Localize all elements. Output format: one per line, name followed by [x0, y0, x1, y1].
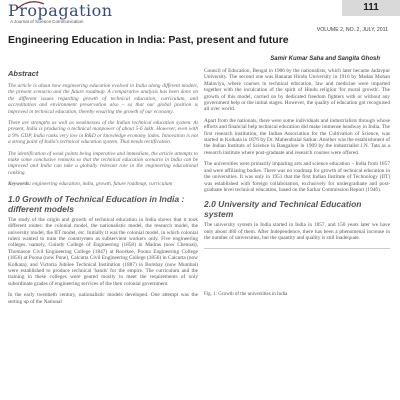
right-column [204, 68, 390, 297]
keywords-label: Keywords: [8, 181, 31, 188]
section-2-paragraph-1: The university system in India started in India in 1857, and 150 years later we have only about 480 of them. After Independence, there has been a phenomenal increase in the number of universities, but the quantity and quality is still inadequate. [204, 222, 390, 242]
logo-wordmark: Propagation [8, 1, 113, 20]
figure-caption: Fig. 1: Growth of the universities in India [204, 291, 288, 297]
abstract-paragraph-1: The article is about how engineering education evolved in India along different models, the present scenario and the future roadmap. A comparative analysis has been done on the different issues regarding growth of technical education, curriculum, and accreditation and environment preservation also – so that our global position is improved in technical education, thereby ensuring the growth of our economy. [8, 83, 198, 115]
abstract-heading: Abstract [8, 69, 39, 78]
article-title: Engineering Education in India: Past, present and future [8, 34, 289, 46]
right-paragraph-3: The universities were primarily imparting arts and science education – India from 1857 and were affiliating bodies. There was no roadmap for growth of technical education in the universities. It was only in 1951 that the first Indian Institute of Technology (IIT) was established with foreign collaboration, exclusively for undergraduate and post-graduate level technical education, based on the Sarkar Commission Report (1946). [204, 161, 390, 193]
keywords-line [8, 181, 198, 187]
journal-logo [8, 2, 126, 28]
volume-info: VOLUME 2, NO. 2, JULY, 2011 [316, 27, 388, 33]
right-paragraph-1: Council of Education, Bengal in 1906 by the nationalists, which later became Jadavpur University. The second one was Banaras Hindu University in 1916 by Madan Mohan Malaviya, where courses in technical education, law and medicine were imparted together with the inculcation of the spirit of Hindu religion 'for moral growth'. The growth of this model, carried on by dedicated freedom fighters with or without any government help or the initial stages. However, the quality of education got recognised all over world. [204, 68, 390, 113]
right-paragraph-2: Apart from the nationals, there were some individuals and industrialists through whose efforts and financial help technical education did make immense headway in India. The first research institution, the Indian Association for the Cultivation of Science, was started in Kolkata in 1876 by Dr. Mahendralal Sarkar. Another was the establishment of the Indian Institute of Science in Bangalore in 1909 by the industrialist J.N. Tata as a research institute where post-graduate and research courses were offered. [204, 117, 390, 156]
section-1-heading: 1.0 Growth of Technical Education in India : different models [8, 193, 185, 214]
left-column [8, 65, 198, 310]
article-authors: Samir Kumar Saha and Sangita Ghosh [270, 56, 380, 62]
logo-subtitle: A Journal of Science Communication [10, 19, 84, 24]
figure-area [204, 248, 390, 290]
section-1-paragraph-1: The study of the origin and growth of technical education in India shows that it took different routes: the colonial model, the nationalistic model, the research model, the university model, the IIT model, etc. Initially it was the colonial model, in which colonial rulers wanted to train the countrymen as subservient workers only. Five engineering colleges, namely, Guindy College of Engineering (1858) in Madras (now Chennai), Thomason Civil Engineering College (1847) at Roorkee, Poona Engineering College (1856) at Poona (now Pune), Calcutta Civil Engineering College (1856) in Calcutta (now Kolkata), and Victoria Jubilee Technical Institution (1887) in Bombay (now Mumbai) were established to produce technical 'hands' for the empire. The curriculum and the training in these colleges were geared mostly to meet the requirements of only subordinate grades of engineering services of the then colonial government. [8, 216, 198, 287]
journal-header [0, 0, 400, 33]
issue-number-badge: 111 [342, 0, 400, 16]
abstract-paragraph-2: There are strengths as well as weaknesses of the Indian technical education system. At present, India is producing a technical manpower of about 5-6 lakh. However, even with a 9% GDP, India ranks very low in R&D or knowledge economy index. Innovation is not a strong point of India's technical education system. That needs rectification. [8, 120, 198, 146]
section-1-paragraph-2: In the early twentieth century, nationalistic models developed. One attempt was the setting up of the National [8, 292, 198, 305]
section-2-heading: 2.0 University and Technical Education system [204, 199, 362, 220]
abstract-paragraph-3: The identification of weak points being imperative and immediate, the article attempts to make some conclusive remarks so that the technical education scenario in India can be improved and India can take a globally relevant role in the engineering educational ranking. [8, 150, 198, 176]
keywords-text: engineering education, india, growth, future roadmap, curriculum [32, 181, 173, 188]
